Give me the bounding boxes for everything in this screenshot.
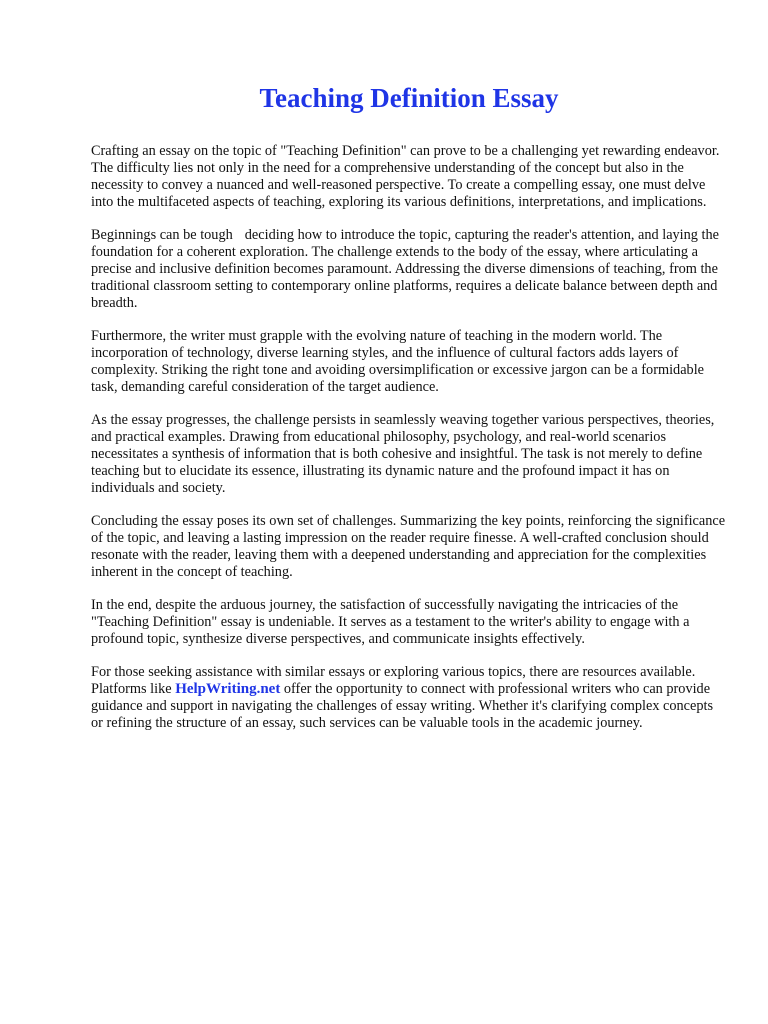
paragraph-modern-world: Furthermore, the writer must grapple with the evolving nature of teaching in the modern world. The incorporation of technology, diverse learning styles, and the influence of cultural factors adds layers of complexity. Striking the right tone and avoiding oversimplification or excessive jargon can be a formidable task, demanding careful consideration of the target audience. [91, 328, 705, 395]
helpwriting-link[interactable]: HelpWriting.net [175, 681, 281, 697]
paragraph-intro: Crafting an essay on the topic of "Teaching Definition" can prove to be a challenging yet rewarding endeavor. The difficulty lies not only in the need for a comprehensive understanding of the concept but also in the necessity to convey a nuanced and well-reasoned perspective. To create a compelling essay, one must delve into the multifaceted aspects of teaching, exploring its various definitions, interpretations, and implications. [91, 143, 720, 210]
paragraph-conclusion: Concluding the essay poses its own set of challenges. Summarizing the key points, reinforcing the significance of the topic, and leaving a lasting impression on the reader require finesse. A well-crafted conclusion should resonate with the reader, leaving them with a deepened understanding and appreciation for the complexities inherent in the concept of teaching. [91, 513, 726, 580]
resources-text-after: offer the opportunity to connect with professional writers who can provide guidance and support in navigating the challenges of essay writing. Whether it's clarifying complex concepts or refining the structure of an essay, such services can be valuable tools in the academic journey. [91, 681, 714, 731]
page-title: Teaching Definition Essay [259, 83, 559, 113]
paragraph-beginnings [91, 227, 727, 312]
beginnings-lead: Beginnings can be tough [91, 227, 233, 243]
paragraph-perspectives: As the essay progresses, the challenge persists in seamlessly weaving together various perspectives, theories, and practical examples. Drawing from educational philosophy, psychology, and real-world scenarios necessitates a synthesis of information that is both cohesive and insightful. The task is not merely to define teaching but to elucidate its essence, illustrating its dynamic nature and the profound impact it has on individuals and society. [91, 412, 715, 496]
essay-body [91, 143, 727, 732]
paragraph-end: In the end, despite the arduous journey, the satisfaction of successfully navigating the intricacies of the "Teaching Definition" essay is undeniable. It serves as a testament to the writer's ability to engage with a profound topic, synthesize diverse perspectives, and communicate insights effectively. [91, 597, 690, 647]
paragraph-resources [91, 664, 727, 732]
resources-text-before: For those seeking assistance with similar essays or exploring various topics, there are resources available. Platforms like [91, 664, 696, 697]
beginnings-rest: deciding how to introduce the topic, capturing the reader's attention, and laying the foundation for a coherent exploration. The challenge extends to the body of the essay, where articulating a precise and inclusive definition becomes paramount. Addressing the diverse dimensions of teaching, from the traditional classroom setting to contemporary online platforms, requires a delicate balance between depth and breadth. [91, 227, 719, 311]
